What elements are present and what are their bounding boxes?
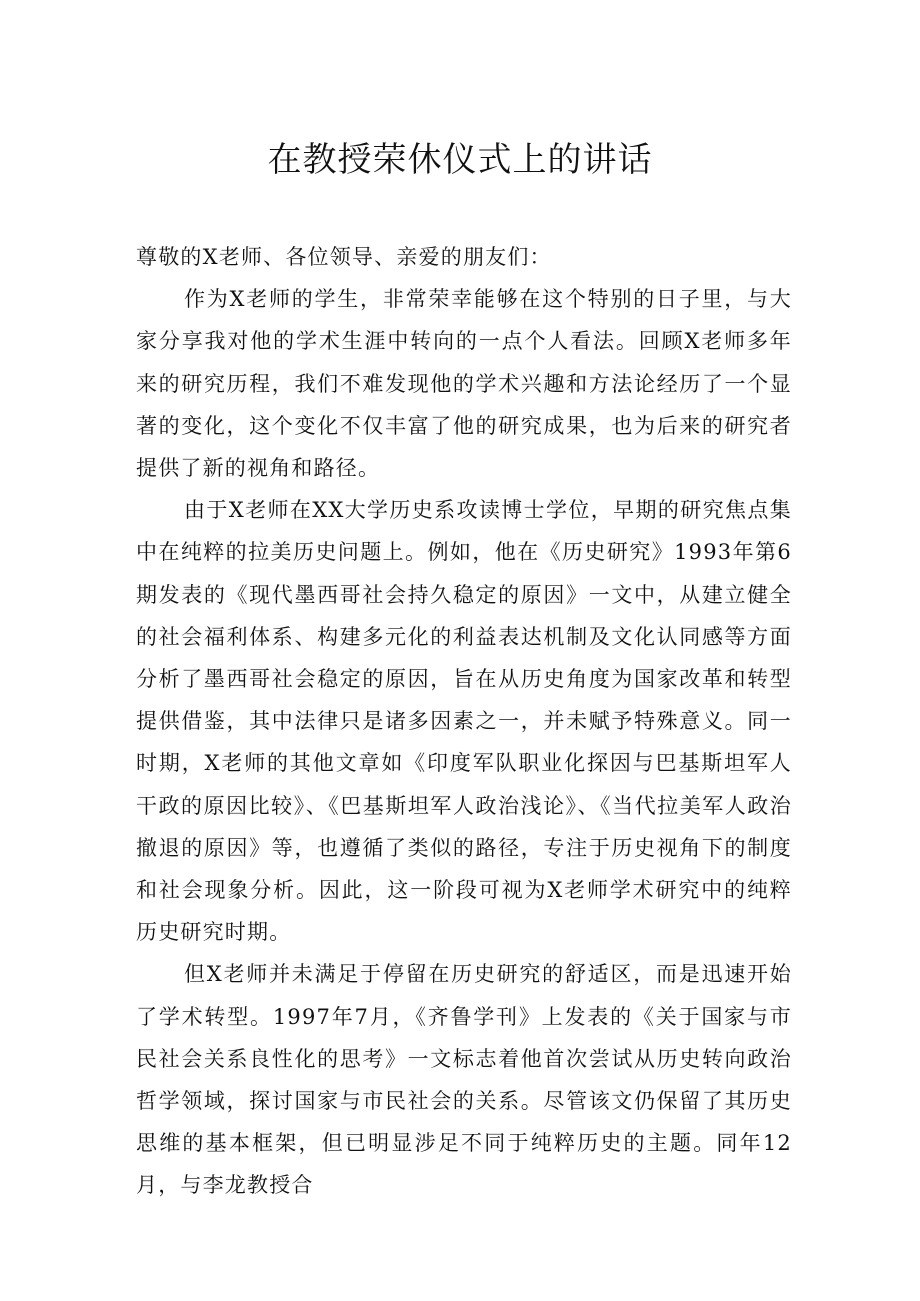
document-title: 在教授荣休仪式上的讲话 (267, 140, 653, 180)
salutation: 尊敬的X老师、各位领导、亲爱的朋友们： (136, 245, 552, 269)
paragraph-1: 作为X老师的学生，非常荣幸能够在这个特别的日子里，与大家分享我对他的学术生涯中转向的一点个人看法。回顾X老师多年来的研究历程，我们不难发现他的学术兴趣和方法论经历了一个显著的变化，这个变化不仅丰富了他的研究成果，也为后来的研究者提供了新的视角和路径。 (136, 287, 792, 481)
paragraph-3: 但X老师并未满足于停留在历史研究的舒适区，而是迅速开始了学术转型。1997年7月，《齐鲁学刊》上发表的《关于国家与市民社会关系良性化的思考》一文标志着他首次尝试从历史转向政治哲学领域，探讨国家与市民社会的关系。尽管该文仍保留了其历史思维的基本框架，但已明显涉足不同于纯粹历史的主题。同年12月，与李龙教授合 (136, 962, 792, 1198)
document-body (136, 236, 792, 1207)
paragraph-2: 由于X老师在XX大学历史系攻读博士学位，早期的研究焦点集中在纯粹的拉美历史问题上。例如，他在《历史研究》1993年第6期发表的《现代墨西哥社会持久稳定的原因》一文中，从建立健全的社会福利体系、构建多元化的利益表达机制及文化认同感等方面分析了墨西哥社会稳定的原因，旨在从历史角度为国家改革和转型提供借鉴，其中法律只是诸多因素之一，并未赋予特殊意义。同一时期，X老师的其他文章如《印度军队职业化探因与巴基斯坦军人干政的原因比较》、《巴基斯坦军人政治浅论》、《当代拉美军人政治撤退的原因》等，也遵循了类似的路径，专注于历史视角下的制度和社会现象分析。因此，这一阶段可视为X老师学术研究中的纯粹历史研究时期。 (136, 498, 792, 945)
